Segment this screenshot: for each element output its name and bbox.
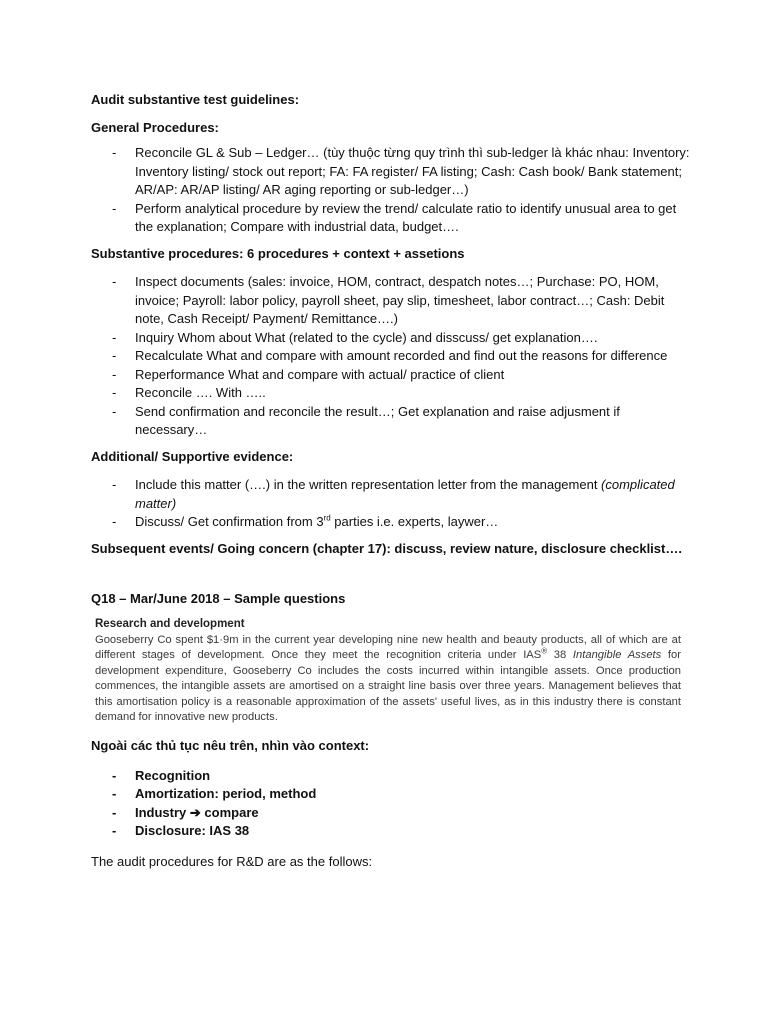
excerpt-title: Research and development [95, 617, 245, 630]
list-item: - Amortization: period, method [112, 786, 317, 802]
list-item: - Include this matter (….) in the written representation letter from the management (complicated matter) [112, 477, 675, 511]
additional-evidence-list [91, 476, 691, 532]
list-item: - Inquiry Whom about What (related to the cycle) and disscuss/ get explanation…. [112, 329, 598, 345]
additional-evidence-heading: Additional/ Supportive evidence: [91, 448, 294, 464]
list-item: - Industry ➔ compare [112, 804, 259, 820]
closing-paragraph: The audit procedures for R&D are as the follows: [91, 853, 373, 869]
list-item: - Inspect documents (sales: invoice, HOM, contract, despatch notes…; Purchase: PO, HOM, invoice; Payroll: labor policy, payroll sheet, pay slip, timesheet, labor contract…; Cash: Debit note, Cash Receipt/ Payment/ Remittance….) [112, 274, 665, 326]
list-item: - Disclosure: IAS 38 [112, 823, 250, 839]
substantive-procedures-heading: Substantive procedures: 6 procedures + context + assetions [91, 245, 465, 261]
general-procedures-heading: General Procedures: [91, 119, 219, 135]
list-item: - Discuss/ Get confirmation from 3rd parties i.e. experts, laywer… [112, 513, 499, 529]
list-item: - Recalculate What and compare with amount recorded and find out the reasons for difference [112, 348, 668, 363]
list-item: - Reconcile GL & Sub – Ledger… (tùy thuộc từng quy trình thì sub-ledger là khác nhau: Inventory: Inventory listing/ stock out report; FA: FA register/ FA listing; Cash: Cash book/ Bank statement; AR/AP: AR/AP listing/ AR aging reporting or sub-ledger…) [112, 145, 690, 197]
list-item: - Send confirmation and reconcile the result…; Get explanation and raise adjusment if necessary… [112, 403, 620, 437]
excerpt-body: Gooseberry Co spent $1·9m in the current year developing nine new health and beauty products, all of which are at different stages of development. Once they meet the recognition criteria under IAS® 38 Intangible Assets for development expenditure, Gooseberry Co includes the costs incurred within intangible assets. Once production commences, the intangible assets are amortised on a straight line basis over three years. Management believes that this amortisation policy is a reasonable approximation of the assets' useful lives, as in this industry there is constant demand for innovative new products. [95, 633, 681, 723]
context-heading: Ngoài các thủ tục nêu trên, nhìn vào context: [91, 738, 370, 754]
list-item: - Reperformance What and compare with actual/ practice of client [112, 366, 505, 382]
right-arrow-icon: ➔ [189, 804, 201, 820]
substantive-procedures-list [91, 273, 691, 440]
context-list [91, 767, 691, 841]
document-page [91, 91, 691, 871]
exam-question-excerpt [95, 617, 681, 726]
list-item: - Reconcile …. With ….. [112, 385, 266, 400]
general-procedures-list [91, 144, 691, 237]
list-item: - Recognition [112, 767, 211, 783]
subsequent-events-heading: Subsequent events/ Going concern (chapter 17): discuss, review nature, disclosure checklist…. [91, 540, 682, 556]
list-item: - Perform analytical procedure by review the trend/ calculate ratio to identify unusual area to get the explanation; Compare with industrial data, budget…. [112, 200, 677, 234]
q18-heading: Q18 – Mar/June 2018 – Sample questions [91, 591, 346, 606]
document-title: Audit substantive test guidelines: [91, 92, 300, 107]
